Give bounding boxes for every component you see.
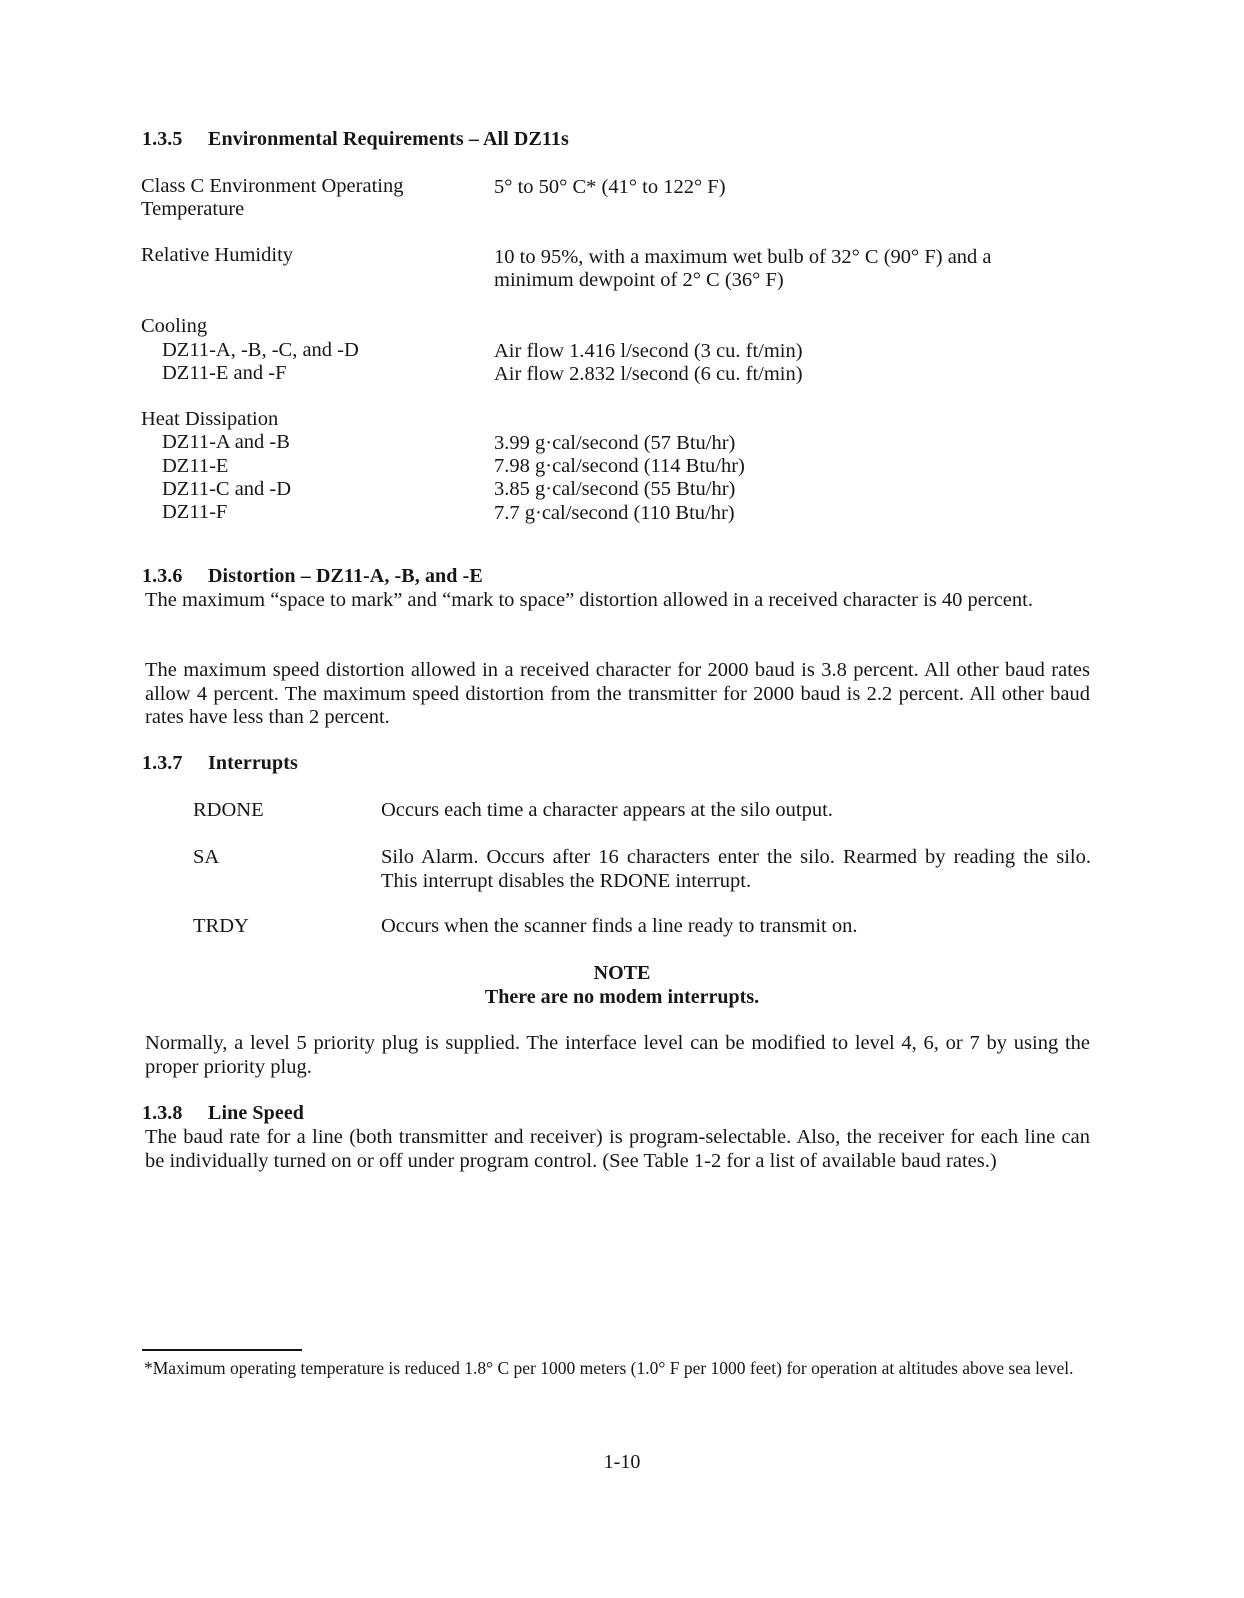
heat-value: 7.7 g·cal/second (110 Btu/hr) bbox=[494, 502, 735, 524]
section-title: Line Speed bbox=[208, 1102, 305, 1124]
distortion-paragraph-1: The maximum “space to mark” and “mark to space” distortion allowed in a received character is 40 percent. bbox=[145, 589, 1033, 611]
section-heading-1-3-5 bbox=[142, 128, 569, 151]
interrupt-description: Silo Alarm. Occurs after 16 characters enter the silo. Rearmed by reading the silo. This interrupt disables the RDONE interrupt. bbox=[381, 846, 1091, 892]
heat-value: 7.98 g·cal/second (114 Btu/hr) bbox=[494, 455, 745, 477]
section-title: Distortion – DZ11-A, -B, and -E bbox=[208, 565, 483, 587]
interrupt-name: SA bbox=[193, 846, 220, 868]
heat-model: DZ11-F bbox=[162, 501, 228, 523]
priority-paragraph: Normally, a level 5 priority plug is supplied. The interface level can be modified to level 4, 6, or 7 by using the proper priority plug. bbox=[145, 1032, 1090, 1078]
note-text: There are no modem interrupts. bbox=[484, 986, 760, 1008]
temperature-label-line-1: Class C Environment Operating bbox=[141, 175, 404, 197]
heat-model: DZ11-A and -B bbox=[162, 431, 290, 453]
temperature-label-line-2: Temperature bbox=[141, 198, 245, 220]
distortion-paragraph-2: The maximum speed distortion allowed in a received character for 2000 baud is 3.8 percent. All other baud rates allow 4 percent. The maximum speed distortion from the transmitter for 2000 baud is 2.2 percent. All other baud rates have less than 2 percent. bbox=[145, 659, 1090, 728]
humidity-label: Relative Humidity bbox=[141, 244, 294, 266]
heat-model: DZ11-C and -D bbox=[162, 478, 292, 500]
section-number: 1.3.5 bbox=[142, 128, 183, 150]
section-heading-1-3-6 bbox=[142, 565, 483, 588]
section-heading-1-3-8 bbox=[142, 1102, 304, 1125]
note-title: NOTE bbox=[593, 962, 651, 984]
humidity-value-line-1: 10 to 95%, with a maximum wet bulb of 32° C (90° F) and a bbox=[494, 246, 992, 268]
interrupt-name: TRDY bbox=[193, 915, 249, 937]
section-number: 1.3.6 bbox=[142, 565, 183, 587]
section-number: 1.3.7 bbox=[142, 752, 183, 774]
section-heading-1-3-7 bbox=[142, 752, 298, 775]
heat-model: DZ11-E bbox=[162, 455, 229, 477]
footnote-rule bbox=[142, 1349, 302, 1351]
cooling-value: Air flow 2.832 l/second (6 cu. ft/min) bbox=[494, 363, 803, 385]
cooling-model: DZ11-A, -B, -C, and -D bbox=[162, 339, 359, 361]
humidity-value-line-2: minimum dewpoint of 2° C (36° F) bbox=[494, 269, 784, 291]
section-number: 1.3.8 bbox=[142, 1102, 183, 1124]
line-speed-paragraph: The baud rate for a line (both transmitter and receiver) is program-selectable. Also, the receiver for each line can be individually turned on or off under program control. (See Table 1-2 for a list of available baud rates.) bbox=[145, 1126, 1090, 1172]
heat-value: 3.99 g·cal/second (57 Btu/hr) bbox=[494, 432, 736, 454]
page-number: 1-10 bbox=[603, 1451, 641, 1473]
heat-value: 3.85 g·cal/second (55 Btu/hr) bbox=[494, 478, 736, 500]
interrupt-description: Occurs when the scanner finds a line ready to transmit on. bbox=[381, 915, 858, 937]
temperature-value: 5° to 50° C* (41° to 122° F) bbox=[494, 176, 726, 198]
section-title: Environmental Requirements – All DZ11s bbox=[208, 128, 569, 150]
cooling-value: Air flow 1.416 l/second (3 cu. ft/min) bbox=[494, 340, 803, 362]
heat-dissipation-label: Heat Dissipation bbox=[141, 408, 279, 430]
interrupt-name: RDONE bbox=[193, 799, 264, 821]
footnote: *Maximum operating temperature is reduced 1.8° C per 1000 meters (1.0° F per 1000 feet) for operation at altitudes above sea level. bbox=[144, 1358, 1074, 1378]
section-title: Interrupts bbox=[208, 752, 298, 774]
interrupt-description: Occurs each time a character appears at the silo output. bbox=[381, 799, 833, 821]
cooling-label: Cooling bbox=[141, 315, 208, 337]
cooling-model: DZ11-E and -F bbox=[162, 362, 287, 384]
